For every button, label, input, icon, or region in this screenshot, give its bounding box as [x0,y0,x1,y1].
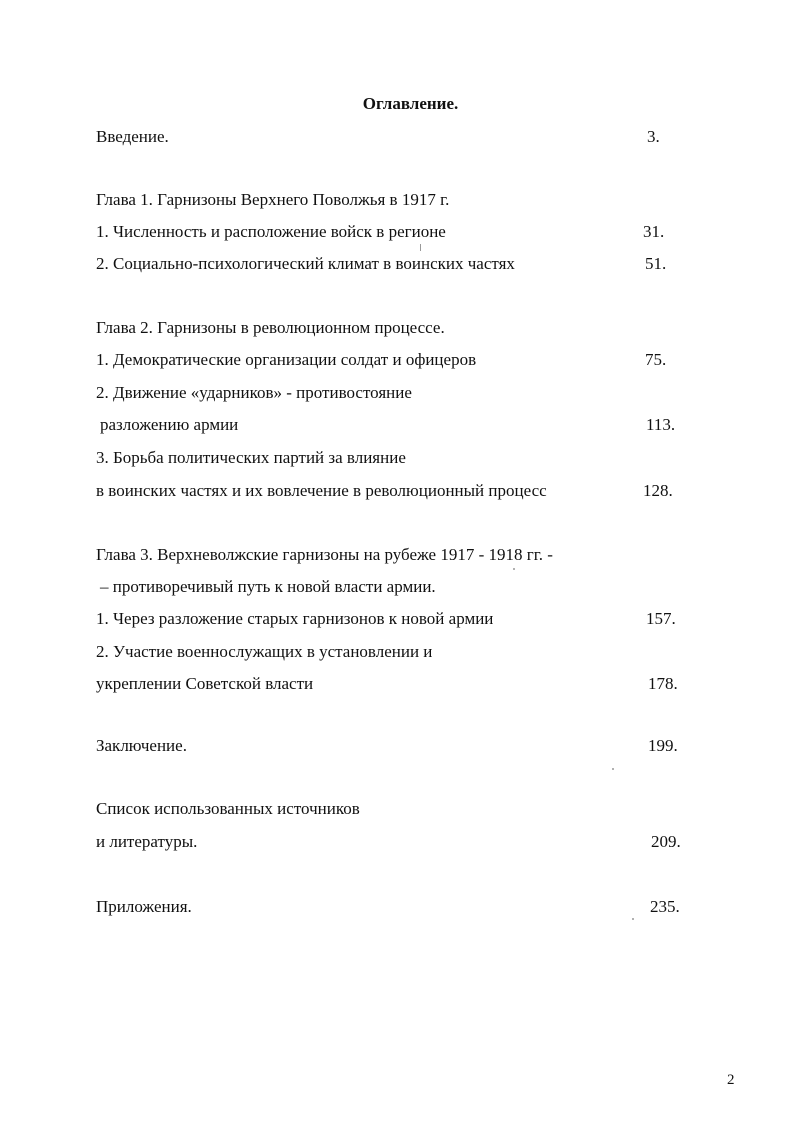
chapter1-item1-page: 31. [643,222,665,241]
toc-sources-line1: Список использованных источников [96,799,360,818]
scan-speck [513,568,515,570]
toc-intro-page: 3. [647,127,660,146]
chapter3-item2-page: 178. [648,674,678,693]
toc-sources-page: 209. [651,832,681,851]
toc-intro-label: Введение. [96,127,169,146]
scan-mark [420,244,421,251]
chapter3-item1-page: 157. [646,609,676,628]
chapter3-item2-line1: 2. Участие военнослужащих в установлении и [96,642,433,661]
toc-conclusion-label: Заключение. [96,736,187,755]
scan-speck [632,918,634,920]
chapter2-item2-line1: 2. Движение «ударников» - противостояние [96,383,412,402]
chapter2-item3-line1: 3. Борьба политических партий за влияние [96,448,406,467]
page-number: 2 [727,1072,735,1088]
chapter2-heading: Глава 2. Гарнизоны в революционном процессе. [96,318,445,337]
chapter2-item1-page: 75. [645,350,667,369]
toc-conclusion-page: 199. [648,736,678,755]
toc-title: Оглавление. [362,94,459,113]
toc-appendix-label: Приложения. [96,897,192,916]
chapter2-item3-line2: в воинских частях и их вовлечение в революционный процесс [96,481,547,500]
chapter2-item1-label: 1. Демократические организации солдат и офицеров [96,350,477,369]
scan-speck [612,768,614,770]
chapter1-item2-label: 2. Социально-психологический климат в воинских частях [96,254,515,273]
chapter3-heading-line1: Глава 3. Верхневолжские гарнизоны на рубеже 1917 - 1918 гг. - [96,545,553,564]
chapter1-heading: Глава 1. Гарнизоны Верхнего Поволжья в 1917 г. [96,190,450,209]
chapter3-heading-line2: – противоречивый путь к новой власти армии. [100,577,436,596]
toc-sources-line2: и литературы. [96,832,198,851]
chapter3-item1-label: 1. Через разложение старых гарнизонов к новой армии [96,609,494,628]
chapter2-item2-page: 113. [646,415,676,434]
chapter2-item3-page: 128. [643,481,673,500]
chapter1-item1-label: 1. Численность и расположение войск в регионе [96,222,446,241]
chapter2-item2-line2: разложению армии [100,415,239,434]
chapter1-item2-page: 51. [645,254,667,273]
toc-appendix-page: 235. [650,897,680,916]
chapter3-item2-line2: укреплении Советской власти [96,674,314,693]
